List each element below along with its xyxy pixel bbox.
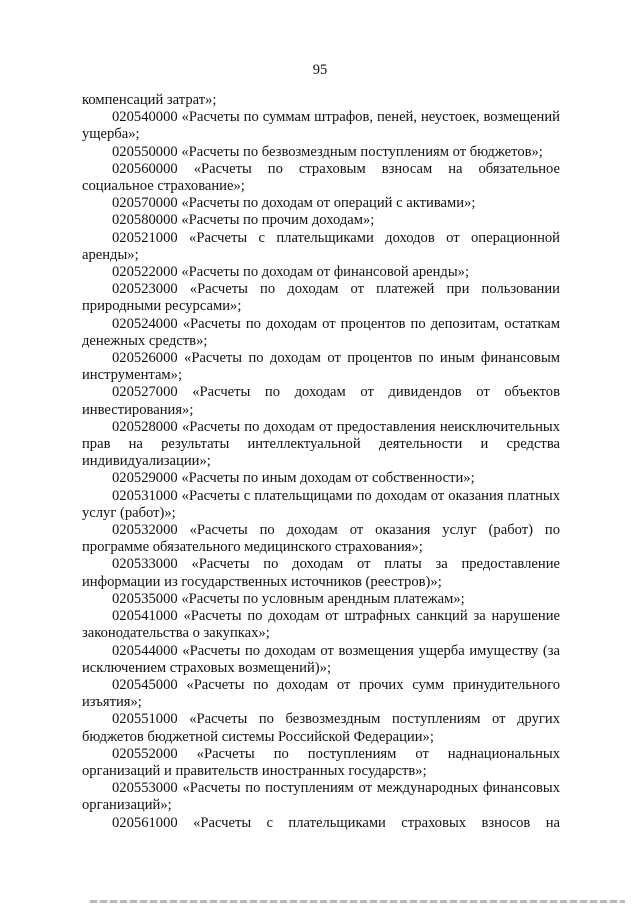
account-paragraph: 020535000 «Расчеты по условным арендным платежам»; (112, 590, 465, 607)
page-number: 95 (312, 62, 328, 78)
account-paragraph: 020551000 «Расчеты по безвозмездным поступлениям от других бюджетов бюджетной системы Российской Федерации»; (82, 711, 560, 745)
account-paragraph: 020550000 «Расчеты по безвозмездным поступлениям от бюджетов»; (112, 143, 543, 160)
account-paragraph: 020560000 «Расчеты по страховым взносам на обязательное социальное страхование»; (82, 160, 560, 195)
account-paragraph: 020528000 «Расчеты по доходам от предоставления неисключительных прав на результаты интеллектуальной деятельности и средства индивидуализации»; (82, 418, 560, 470)
account-paragraph: 020531000 «Расчеты с плательщицами по доходам от оказания платных услуг (работ)»; (82, 487, 560, 521)
account-paragraph: 020561000 «Расчеты с плательщиками страховых взносов на (112, 814, 560, 831)
account-paragraph: 020529000 «Расчеты по иным доходам от собственности»; (112, 470, 475, 487)
account-paragraph: 020533000 «Расчеты по доходам от платы за предоставление информации из государственных источников (реестров)»; (82, 556, 560, 590)
account-paragraph: 020552000 «Расчеты по поступлениям от наднациональных организаций и правительств иностранных государств»; (82, 745, 560, 779)
account-paragraph: 020524000 «Расчеты по доходам от процентов по депозитам, остаткам денежных средств»; (82, 315, 560, 349)
account-paragraph: 020526000 «Расчеты по доходам от процентов по иным финансовым инструментам»; (82, 350, 560, 384)
account-paragraph: компенсаций затрат»; (82, 92, 217, 108)
account-paragraph: 020553000 «Расчеты по поступлениям от международных финансовых организаций»; (82, 780, 560, 814)
account-paragraph: 020541000 «Расчеты по доходам от штрафных санкций за нарушение законодательства о закупках»; (82, 608, 560, 642)
account-paragraph: 020570000 «Расчеты по доходам от операций с активами»; (112, 195, 476, 212)
document-body (82, 92, 560, 832)
account-paragraph: 020540000 «Расчеты по суммам штрафов, пеней, неустоек, возмещений ущерба»; (82, 109, 560, 143)
account-paragraph: 020545000 «Расчеты по доходам от прочих сумм принудительного изъятия»; (82, 676, 560, 711)
account-paragraph: 020532000 «Расчеты по доходам от оказания услуг (работ) по программе обязательного медицинского страхования»; (82, 522, 560, 556)
account-paragraph: 020527000 «Расчеты по доходам от дивидендов от объектов инвестирования»; (82, 384, 560, 418)
account-paragraph: 020521000 «Расчеты с плательщиками доходов от операционной аренды»; (82, 229, 560, 263)
scan-edge-artifact (90, 900, 625, 903)
account-paragraph: 020580000 «Расчеты по прочим доходам»; (112, 212, 375, 229)
account-paragraph: 020544000 «Расчеты по доходам от возмещения ущерба имуществу (за исключением страховых возмещений)»; (82, 642, 560, 676)
account-paragraph: 020522000 «Расчеты по доходам от финансовой аренды»; (112, 264, 470, 281)
account-paragraph: 020523000 «Расчеты по доходам от платежей при пользовании природными ресурсами»; (82, 281, 560, 315)
